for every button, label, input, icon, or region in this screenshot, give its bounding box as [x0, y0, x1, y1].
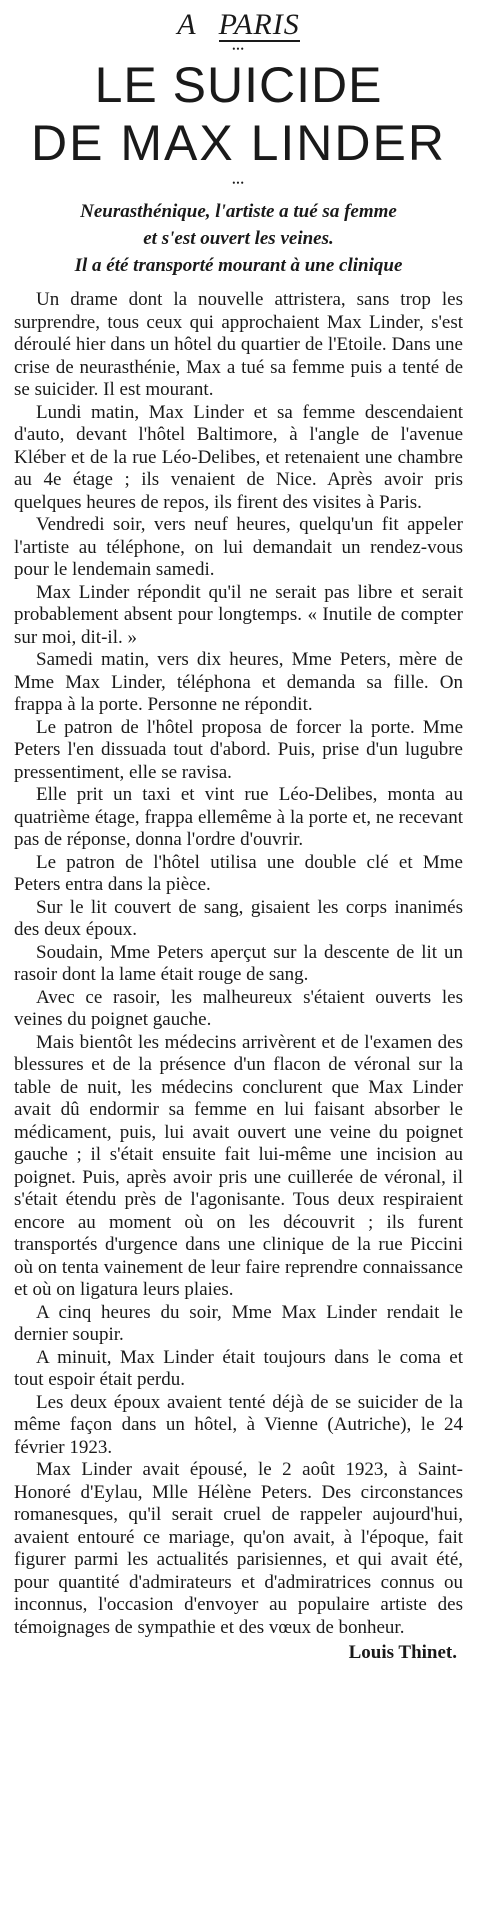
paragraph: Max Linder avait épousé, le 2 août 1923, à Saint-Honoré d'Eylau, Mlle Hélène Peters. Des circonstances romanesques, qu'il serait cruel de rappeler aujourd'hui, avaient entouré ce mariage, qu'on avait, à l'époque, fait figurer parmi les actualités parisiennes, et qui avait été, pour quantité d'admirateurs et d'admiratrices connus ou inconnus, l'occasion d'envoyer au populaire artiste des témoignages de sympathie et des vœux de bonheur.	[14, 1459, 463, 1638]
paragraph: Max Linder répondit qu'il ne serait pas libre et serait probablement absent pour longtemps. « Inutile de compter sur moi, dit-il. »	[14, 581, 463, 648]
author-signature: Louis Thinet.	[348, 1642, 457, 1663]
paragraph: Les deux époux avaient tenté déjà de se suicider de la même façon dans un hôtel, à Vienne (Autriche), le 24 février 1923.	[14, 1391, 463, 1458]
deck-line-3: Il a été transporté mourant à une clinique	[74, 255, 403, 276]
kicker-paris: PARIS	[218, 8, 300, 41]
paragraph: A minuit, Max Linder était toujours dans le coma et tout espoir était perdu.	[14, 1346, 463, 1390]
paragraph: Mais bientôt les médecins arrivèrent et de l'examen des blessures et de la présence d'un flacon de véronal sur la table de nuit, les médecins conclurent que Max Linder avait dû endormir sa femme en lui faisant absorber le médicament, puis, lui avait ouvert une veine du poignet gauche ; il s'était ensuite fait lui-même une incision au poignet. Puis, après avoir pris une cuillerée de véronal, il s'était étendu près de l'agonisante. Tous deux respiraient encore au moment où on les découvrit ; ils furent transportés d'urgence dans une clinique de la rue Piccini où on tenta vainement de leur faire reprendre connaissance et où on ligatura leurs plaies.	[14, 1031, 463, 1300]
headline-line-2: DE MAX LINDER	[31, 115, 446, 171]
deck-line-2: et s'est ouvert les veines.	[143, 228, 334, 249]
paragraph: A cinq heures du soir, Mme Max Linder rendait le dernier soupir.	[14, 1301, 463, 1345]
paragraph: Avec ce rasoir, les malheureux s'étaient ouverts les veines du poignet gauche.	[14, 986, 463, 1030]
paragraph: Samedi matin, vers dix heures, Mme Peters, mère de Mme Max Linder, téléphona et demanda sa fille. On frappa à la porte. Personne ne répondit.	[14, 649, 463, 715]
paragraph: Soudain, Mme Peters aperçut sur la descente de lit un rasoir dont la lame était rouge de sang.	[14, 941, 463, 985]
paragraph: Lundi matin, Max Linder et sa femme descendaient d'auto, devant l'hôtel Baltimore, à l'angle de l'avenue Kléber et de la rue Léo-Delibes, et retenaient une chambre au 4e étage ; ils venaient de Nice. Après avoir pris quelques heures de repos, ils firent des visites à Paris.	[14, 401, 463, 513]
kicker-a: A	[177, 8, 197, 41]
ornament-divider: •••	[232, 44, 245, 54]
deck-line-1: Neurasthénique, l'artiste a tué sa femme	[80, 201, 397, 222]
ornament-divider-2: •••	[232, 178, 245, 188]
headline	[14, 56, 463, 172]
subheadline-deck	[14, 198, 463, 279]
paragraph: Vendredi soir, vers neuf heures, quelqu'un fit appeler l'artiste au téléphone, on lui demandait un rendez-vous pour le lendemain samedi.	[14, 514, 463, 580]
paragraph: Le patron de l'hôtel utilisa une double clé et Mme Peters entra dans la pièce.	[14, 851, 463, 895]
paragraph: Le patron de l'hôtel proposa de forcer la porte. Mme Peters l'en dissuada tout d'abord. Puis, prise d'un lugubre pressentiment, elle se ravisa.	[14, 716, 463, 783]
section-kicker	[14, 8, 463, 42]
paragraph: Sur le lit couvert de sang, gisaient les corps inanimés des deux époux.	[14, 896, 463, 940]
headline-line-1: LE SUICIDE	[94, 57, 383, 113]
article-body	[14, 289, 463, 1639]
paragraph: Elle prit un taxi et vint rue Léo-Delibes, monta au quatrième étage, frappa ellemême à la porte et, ne recevant pas de réponse, donna l'ordre d'ouvrir.	[14, 784, 463, 850]
paragraph: Un drame dont la nouvelle attristera, sans trop les surprendre, tous ceux qui approchaient Max Linder, s'est déroulé hier dans un hôtel du quartier de l'Etoile. Dans une crise de neurasthénie, Max a tué sa femme puis a tenté de se suicider. Il est mourant.	[14, 289, 463, 400]
